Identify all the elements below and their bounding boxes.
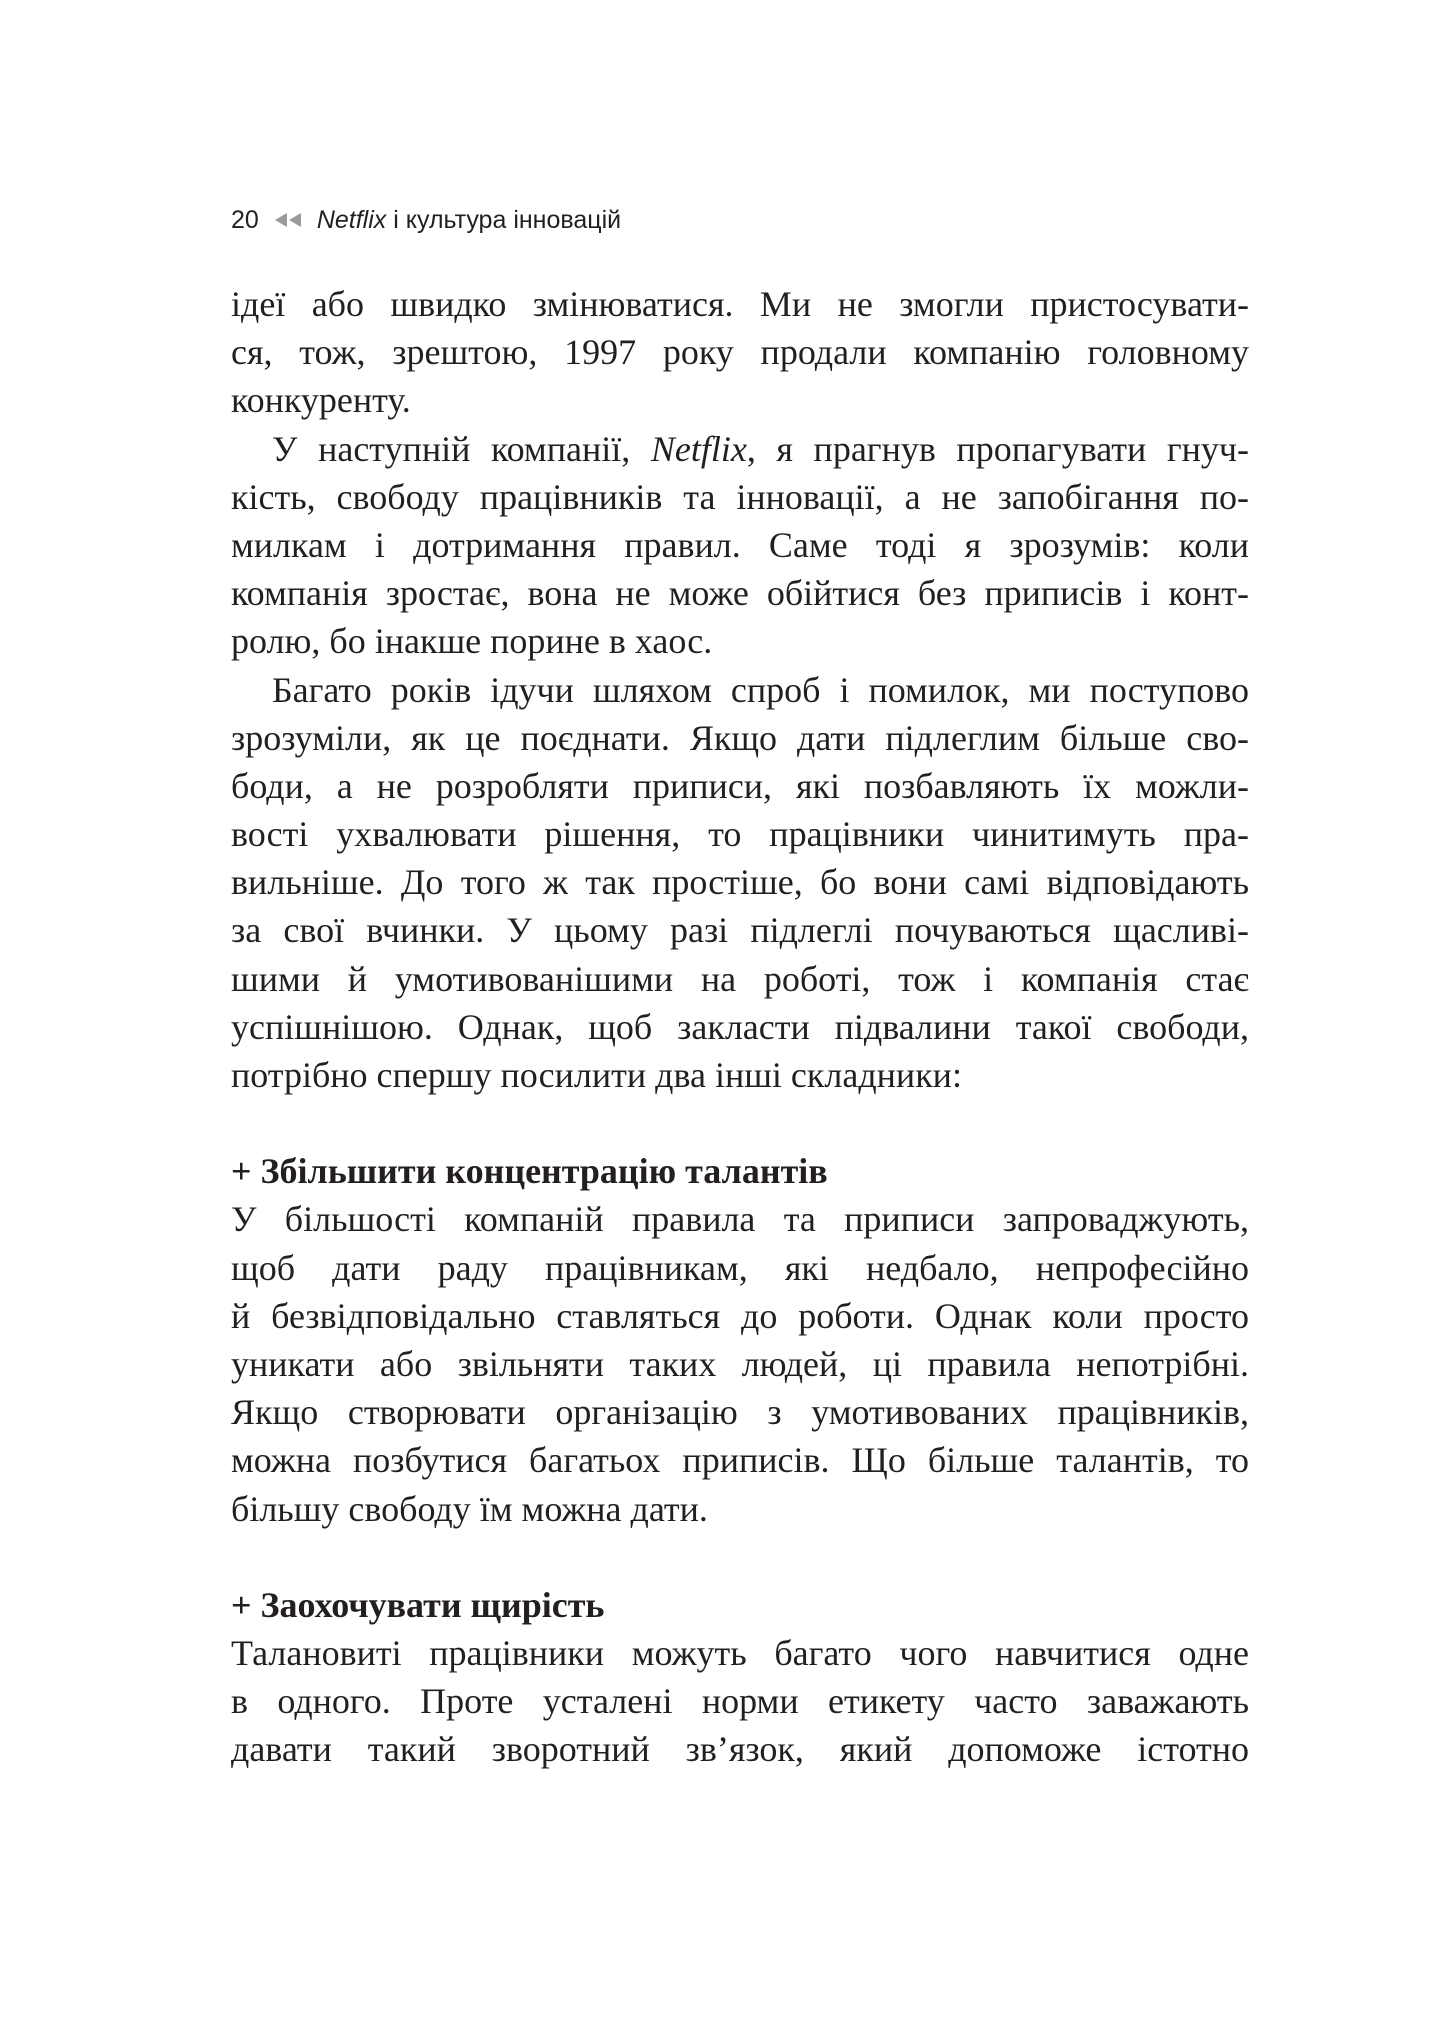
text-line: ідеї або швидко змінюватися. Ми не змогли пристосувати- bbox=[231, 284, 1249, 324]
text-line: кість, свободу працівників та інновації, а не запобігання по- bbox=[231, 476, 1249, 517]
text-run: , я прагнув пропагувати гнуч- bbox=[746, 428, 1249, 469]
section-spacer bbox=[231, 1533, 1249, 1581]
text-line bbox=[231, 425, 1249, 473]
text-line: потрібно спершу посилити два інші складники: bbox=[231, 1055, 962, 1095]
running-header bbox=[231, 200, 621, 240]
text-line: шими й умотивованішими на роботі, тож і компанія стає bbox=[231, 958, 1249, 999]
text-line: Якщо створювати організацію з умотивованих працівників, bbox=[231, 1392, 1249, 1433]
text-line: зрозуміли, як це поєднати. Якщо дати підлеглим більше сво- bbox=[231, 717, 1249, 758]
section-talent-density bbox=[231, 1147, 1249, 1533]
text-line: вості ухвалювати рішення, то працівники чинитимуть пра- bbox=[231, 814, 1249, 855]
section-heading: + Заохочувати щирість bbox=[231, 1584, 605, 1625]
paragraph-freedom bbox=[231, 666, 1249, 1100]
body-text bbox=[231, 280, 1249, 1773]
text-line: конкуренту. bbox=[231, 380, 411, 421]
text-line: в одного. Проте усталені норми етикету часто заважають bbox=[231, 1681, 1249, 1722]
text-line: щоб дати раду працівникам, які недбало, непрофесійно bbox=[231, 1247, 1249, 1288]
text-line: давати такий зворотний зв’язок, який допоможе істотно bbox=[231, 1729, 1249, 1770]
emphasized-brand: Netflix bbox=[650, 428, 747, 469]
text-line: компанія зростає, вона не може обійтися без приписів і конт- bbox=[231, 573, 1249, 614]
text-line: можна позбутися багатьох приписів. Що більше талантів, то bbox=[231, 1440, 1249, 1481]
header-title: і культура інновацій bbox=[393, 205, 622, 234]
page-number: 20 bbox=[231, 205, 259, 234]
text-line: уникати або звільняти таких людей, ці правила непотрібні. bbox=[231, 1343, 1249, 1384]
header-brand: Netflix bbox=[316, 205, 387, 234]
text-line: боди, а не розробляти приписи, які позбавляють їх можли- bbox=[231, 765, 1249, 806]
text-line: Талановиті працівники можуть багато чого навчитися одне bbox=[231, 1632, 1249, 1673]
text-line: вильніше. До того ж так простіше, бо вони самі відповідають bbox=[231, 862, 1249, 903]
paragraph-intro bbox=[231, 280, 1249, 425]
text-line: ролю, бо інакше порине в хаос. bbox=[231, 621, 713, 662]
text-line: У більшості компаній правила та приписи запроваджують, bbox=[231, 1199, 1249, 1240]
section-spacer bbox=[231, 1099, 1249, 1147]
text-line: й безвідповідально ставляться до роботи. Однак коли просто bbox=[231, 1295, 1249, 1336]
section-candor bbox=[231, 1581, 1249, 1774]
text-line: успішнішою. Однак, щоб закласти підвалини такої свободи, bbox=[231, 1006, 1249, 1047]
text-line: Багато років ідучи шляхом спроб і помилок, ми поступово bbox=[272, 669, 1249, 710]
text-line: за свої вчинки. У цьому разі підлеглі почуваються щасливі- bbox=[231, 910, 1249, 951]
section-heading: + Збільшити концентрацію талантів bbox=[231, 1151, 828, 1192]
text-line: ся, тож, зрештою, 1997 року продали компанію головному bbox=[231, 332, 1249, 373]
text-line: більшу свободу їм можна дати. bbox=[231, 1488, 708, 1529]
paragraph-netflix bbox=[231, 425, 1249, 666]
double-left-arrow-icon bbox=[273, 212, 303, 228]
text-line: милкам і дотримання правил. Саме тоді я зрозумів: коли bbox=[231, 524, 1249, 565]
text-run: У наступній компанії, bbox=[272, 428, 651, 469]
